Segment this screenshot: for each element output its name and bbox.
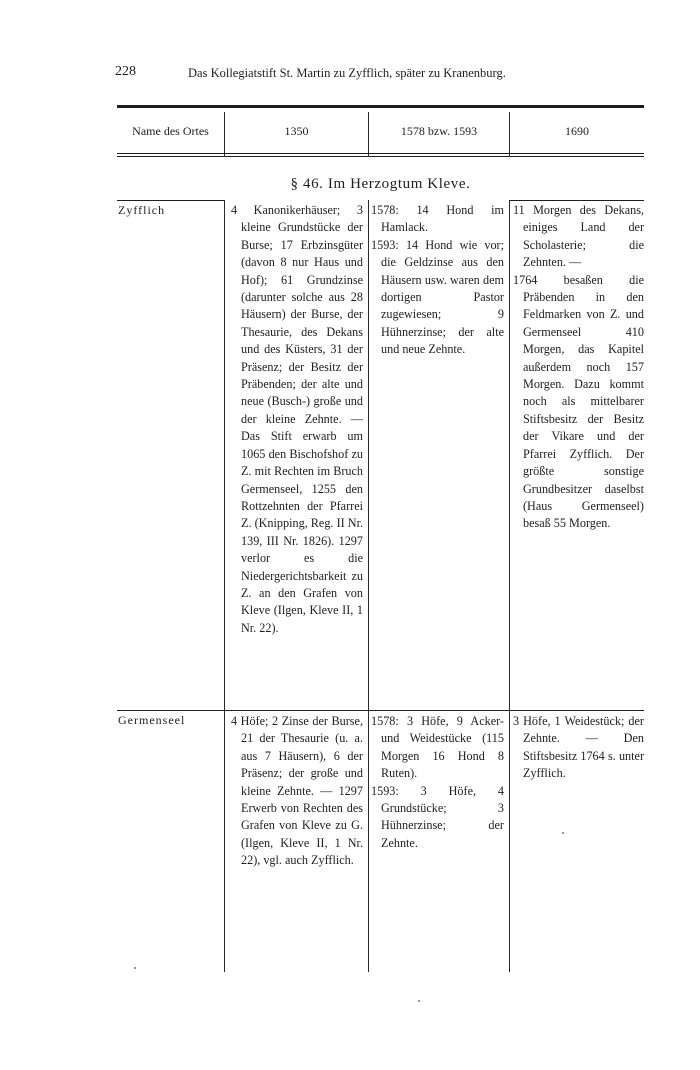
cell-text: 1593: 3 Höfe, 4 Grundstücke; 3 Hühnerzinse; der Zehnte. <box>371 783 504 850</box>
place-name: Germenseel <box>118 713 186 727</box>
header-top-rule <box>117 105 644 108</box>
place-name: Zyfflich <box>118 203 166 217</box>
header-divider <box>368 112 369 156</box>
cell-1578 <box>371 202 504 359</box>
page-number: 228 <box>115 64 136 79</box>
cell-text: 3 Höfe, 1 Weidestück; der Zehnte. — Den Stiftsbesitz 1764 s. unter Zyfflich. <box>513 714 644 781</box>
column-divider <box>368 200 369 972</box>
cell-text: 1578: 3 Höfe, 9 Acker- und Weidestücke (115 Morgen 16 Hond 8 Ruten). <box>371 714 504 781</box>
row-rule <box>117 200 224 201</box>
header-bottom-rule <box>117 156 644 157</box>
column-divider <box>224 200 225 972</box>
cell-1350 <box>231 713 363 870</box>
cell-text: 1764 besaßen die Präbenden in den Feldmarken von Z. und Germenseel 410 Morgen, das Kapitel außerdem noch 157 Morgen. Dazu kommt noch als mittelbarer Stiftsbesitz der Besitz der Vikare und der Pfarrei Zyfflich. Der größte sonstige Grundbesitzer daselbst (Haus Germenseel) besaß 55 Morgen. <box>513 272 644 531</box>
column-header-1350: 1350 <box>284 124 309 138</box>
header-bottom-rule <box>117 153 644 154</box>
header-divider <box>224 112 225 156</box>
header-divider <box>509 112 510 156</box>
cell-1578 <box>371 713 504 852</box>
cell-1690 <box>513 202 644 533</box>
cell-1350 <box>231 202 363 637</box>
cell-text: 1578: 14 Hond im Hamlack. <box>371 203 504 235</box>
print-speck <box>418 1000 420 1002</box>
cell-1690 <box>513 713 644 783</box>
column-header-place: Name des Ortes <box>132 124 209 138</box>
print-speck <box>562 832 564 834</box>
column-divider <box>509 200 510 972</box>
row-rule <box>117 710 644 711</box>
cell-text: 4 Kanonikerhäuser; 3 kleine Grundstücke der Burse; 17 Erbzinsgüter (davon 8 nur Haus und Hof); 61 Grundzinse (darunter solche aus 28 Häusern) der Burse, der Thesaurie, des Dekans und des Küsters, 31 der Präsenz; der Besitz der Präbenden; der alte und neue (Busch-) große und der kleine Zehnte. — Das Stift erwarb um 1065 den Bischofshof zu Z. mit Rechten im Bruch Germenseel, 1255 den Rottzehnten der Pfarrei Z. (Knipping, Reg. II Nr. 139, III Nr. 1826). 1297 verlor es die Niedergerichtsbarkeit zu Z. an den Grafen von Kleve (Ilgen, Kleve II, 1 Nr. 22). <box>231 203 363 635</box>
cell-text: 1593: 14 Hond wie vor; die Geldzinse aus den Häusern usw. waren dem dortigen Pastor zugewiesen; 9 Hühnerzinse; der alte und neue Zehnte. <box>371 237 504 357</box>
running-head: Das Kollegiatstift St. Martin zu Zyfflich, später zu Kranenburg. <box>188 66 506 80</box>
column-header-1578: 1578 bzw. 1593 <box>400 124 478 138</box>
column-header-1690: 1690 <box>565 124 589 138</box>
row-rule <box>509 200 644 201</box>
print-speck <box>134 967 136 969</box>
cell-text: 4 Höfe; 2 Zinse der Burse, 21 der Thesaurie (u. a. aus 7 Häusern), 6 der Präsenz; der große und kleine Zehnte. — 1297 Erwerb von Rechten des Grafen von Kleve zu G. (Ilgen, Kleve II, 1 Nr. 22), vgl. auch Zyfflich. <box>231 714 363 868</box>
cell-text: 11 Morgen des Dekans, einiges Land der Scholasterie; die Zehnten. — <box>513 203 644 270</box>
section-heading: § 46. Im Herzogtum Kleve. <box>290 176 471 192</box>
